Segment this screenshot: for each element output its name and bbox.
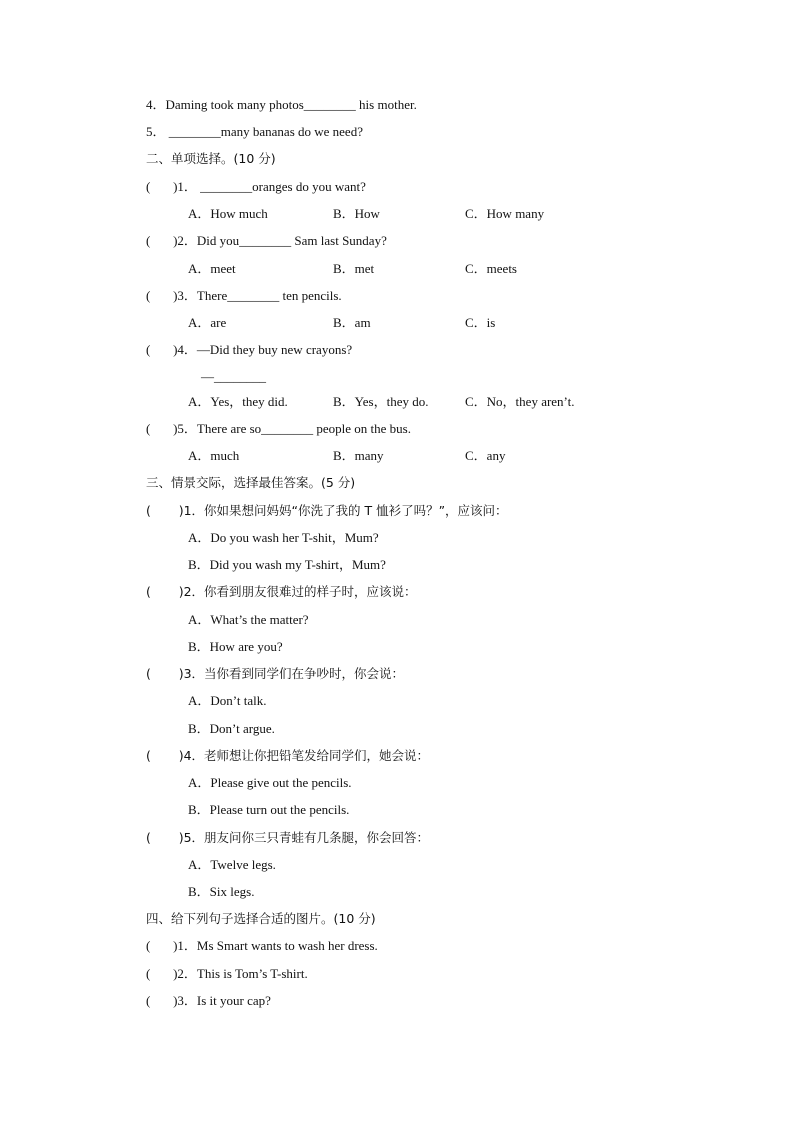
s3-question-1: ( )1．你如果想问妈妈“你洗了我的 T 恤衫了吗？”，应该问： [146,503,508,518]
s3-q4-option-b: B．Please turn out the pencils. [188,802,350,817]
s3-q2-option-a: A．What’s the matter? [188,612,309,627]
s4-question-1: ( )1．Ms Smart wants to wash her dress. [146,938,378,953]
s3-question-5: ( )5．朋友问你三只青蛙有几条腿，你会回答： [146,830,430,845]
s3-q1-option-b: B．Did you wash my T-shirt，Mum? [188,557,386,572]
s2-q2-option-b: B．met [333,261,375,276]
s3-q3-option-a: A．Don’t talk. [188,693,267,708]
s3-q3-option-b: B．Don’t argue. [188,721,275,736]
s2-q1-option-c: C．How many [465,206,545,221]
s3-q5-option-a: A．Twelve legs. [188,857,276,872]
s2-q5-option-c: C．any [465,448,506,463]
section-heading-4: 四、给下列句子选择合适的图片。(10 分) [146,911,376,926]
s3-q1-option-a: A．Do you wash her T-shit，Mum? [188,530,379,545]
s2-q3-option-b: B．am [333,315,371,330]
section-heading-3: 三、情景交际，选择最佳答案。(5 分) [146,475,356,490]
s2-q1-option-a: A．How much [188,206,268,221]
section-heading-2: 二、单项选择。(10 分) [146,151,276,166]
s2-q4-answer-blank: —________ [201,369,266,384]
s2-question-1: ( )1． ________oranges do you want? [146,179,366,194]
s2-q5-option-a: A．much [188,448,240,463]
s2-q3-option-c: C．is [465,315,496,330]
s2-question-4: ( )4．—Did they buy new crayons? [146,342,353,357]
fill-item-5: 5． ________many bananas do we need? [146,124,363,139]
s3-question-4: ( )4．老师想让你把铅笔发给同学们，她会说： [146,748,430,763]
s3-q5-option-b: B．Six legs. [188,884,255,899]
s3-question-3: ( )3．当你看到同学们在争吵时，你会说： [146,666,405,681]
s3-question-2: ( )2．你看到朋友很难过的样子时，应该说： [146,584,417,599]
s2-question-5: ( )5．There are so________ people on the bus. [146,421,411,436]
fill-item-4: 4．Daming took many photos________ his mother. [146,97,417,112]
s2-question-2: ( )2．Did you________ Sam last Sunday? [146,233,387,248]
s2-q2-option-c: C．meets [465,261,517,276]
s2-q4-option-c: C．No，they aren’t. [465,394,575,409]
s2-q3-option-a: A．are [188,315,227,330]
s2-q4-option-b: B．Yes，they do. [333,394,429,409]
s2-q4-option-a: A．Yes，they did. [188,394,288,409]
s2-q2-option-a: A．meet [188,261,236,276]
s4-question-2: ( )2．This is Tom’s T-shirt. [146,966,308,981]
s2-q1-option-b: B．How [333,206,380,221]
s4-question-3: ( )3．Is it your cap? [146,993,271,1008]
s3-q4-option-a: A．Please give out the pencils. [188,775,352,790]
s2-q5-option-b: B．many [333,448,384,463]
s2-question-3: ( )3．There________ ten pencils. [146,288,342,303]
s3-q2-option-b: B．How are you? [188,639,283,654]
